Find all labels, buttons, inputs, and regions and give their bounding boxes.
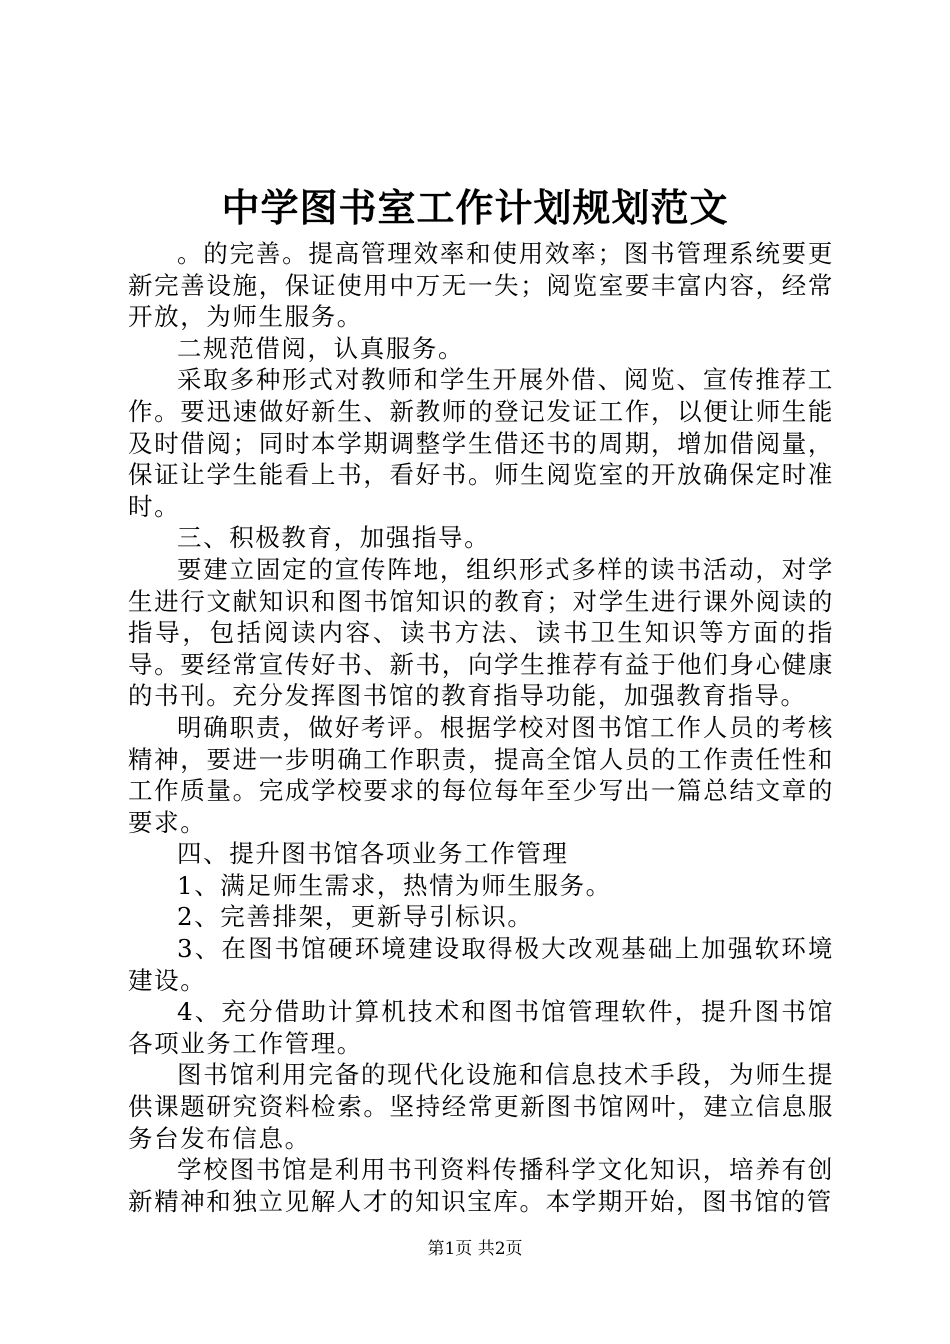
document-title: 中学图书室工作计划规划范文 bbox=[221, 185, 729, 230]
section-heading: 四、提升图书馆各项业务工作管理 bbox=[177, 839, 569, 869]
page-indicator: 第1页 共2页 bbox=[427, 1239, 523, 1259]
section-heading: 二规范借阅，认真服务。 bbox=[177, 333, 465, 363]
page-footer bbox=[0, 1238, 950, 1260]
paragraph: 。的完善。提高管理效率和使用效率；图书管理系统要更新完善设施，保证使用中万无一失；阅览室要丰富内容，经常开放，为师生服务。 bbox=[128, 239, 834, 332]
list-item: 4、充分借助计算机技术和图书馆管理软件，提升图书馆各项业务工作管理。 bbox=[128, 997, 834, 1058]
list-item: 1、满足师生需求，热情为师生服务。 bbox=[177, 870, 612, 900]
list-item: 3、在图书馆硬环境建设取得极大改观基础上加强软环境建设。 bbox=[128, 934, 834, 995]
list-item: 2、完善排架，更新导引标识。 bbox=[177, 902, 534, 932]
document-body bbox=[128, 238, 834, 1217]
section-heading: 三、积极教育，加强指导。 bbox=[177, 523, 491, 553]
paragraph: 明确职责，做好考评。根据学校对图书馆工作人员的考核精神，要进一步明确工作职责，提高全馆人员的工作责任性和工作质量。完成学校要求的每位每年至少写出一篇总结文章的要求。 bbox=[128, 712, 834, 837]
paragraph: 要建立固定的宣传阵地，组织形式多样的读书活动，对学生进行文献知识和图书馆知识的教育；对学生进行课外阅读的指导，包括阅读内容、读书方法、读书卫生知识等方面的指导。要经常宣传好书、新书，向学生推荐有益于他们身心健康的书刊。充分发挥图书馆的教育指导功能，加强教育指导。 bbox=[128, 554, 834, 711]
paragraph: 图书馆利用完备的现代化设施和信息技术手段，为师生提供课题研究资料检索。坚持经常更新图书馆网叶，建立信息服务台发布信息。 bbox=[128, 1060, 834, 1153]
paragraph: 学校图书馆是利用书刊资料传播科学文化知识，培养有创新精神和独立见解人才的知识宝库。本学期开始，图书馆的管 bbox=[128, 1155, 834, 1216]
paragraph: 采取多种形式对教师和学生开展外借、阅览、宣传推荐工作。要迅速做好新生、新教师的登记发证工作，以便让师生能及时借阅；同时本学期调整学生借还书的周期，增加借阅量，保证让学生能看上书，看好书。师生阅览室的开放确保定时准时。 bbox=[128, 365, 834, 521]
